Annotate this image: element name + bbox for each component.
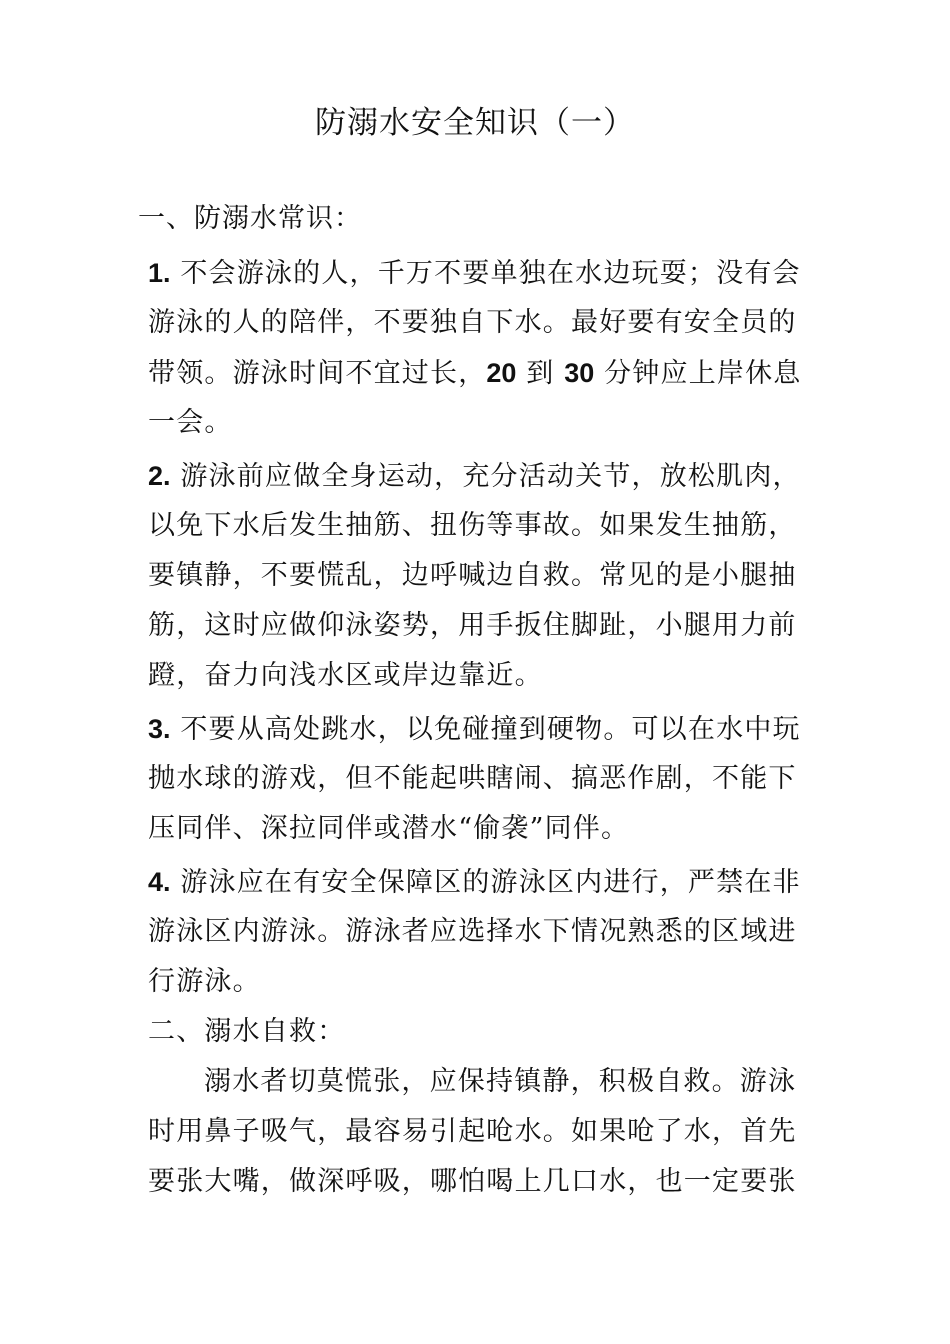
item-number-3: 3. [148, 714, 171, 744]
paragraph-1-text-3b: 到 [526, 358, 555, 389]
item-number-4: 4. [148, 867, 171, 897]
paragraph-1-line-1 [148, 253, 801, 294]
paragraph-5-line-3: 要张大嘴，做深呼吸，哪怕喝上几口水，也一定要张 [148, 1166, 797, 1197]
paragraph-3-text-1: 不要从高处跳水，以免碰撞到硬物。可以在水中玩 [180, 714, 801, 745]
paragraph-2-line-3: 要镇静，不要慌乱，边呼喊边自救。常见的是小腿抽 [148, 560, 797, 591]
paragraph-2-line-1 [148, 456, 801, 497]
paragraph-2-line-2: 以免下水后发生抽筋、扭伤等事故。如果发生抽筋， [148, 510, 797, 541]
paragraph-5-line-1: 溺水者切莫慌张，应保持镇静，积极自救。游泳 [204, 1066, 797, 1097]
item-number-1: 1. [148, 258, 171, 288]
paragraph-2-line-5: 蹬，奋力向浅水区或岸边靠近。 [148, 660, 543, 691]
paragraph-2-line-4: 筋，这时应做仰泳姿势，用手扳住脚趾，小腿用力前 [148, 610, 797, 641]
paragraph-5-line-2: 时用鼻子吸气，最容易引起呛水。如果呛了水，首先 [148, 1116, 797, 1147]
section-heading-1: 一、防溺水常识： [138, 203, 362, 234]
paragraph-4-line-3: 行游泳。 [148, 966, 261, 997]
paragraph-1-text-3a: 带领。游泳时间不宜过长， [148, 358, 487, 389]
paragraph-1-text-1: 不会游泳的人，千万不要单独在水边玩耍；没有会 [180, 258, 801, 289]
paragraph-4-line-2: 游泳区内游泳。游泳者应选择水下情况熟悉的区域进 [148, 916, 797, 947]
paragraph-2-text-1: 游泳前应做全身运动，充分活动关节，放松肌肉， [180, 461, 801, 492]
section-heading-2: 二、溺水自救： [148, 1016, 346, 1047]
paragraph-3-line-1 [148, 709, 801, 750]
paragraph-4-text-1: 游泳应在有安全保障区的游泳区内进行，严禁在非 [180, 867, 801, 898]
paragraph-3-line-3: 压同伴、深拉同伴或潜水“偷袭”同伴。 [148, 813, 630, 844]
paragraph-1-text-3c: 分钟应上岸休息 [604, 358, 802, 389]
paragraph-1-line-4: 一会。 [148, 407, 233, 438]
document-title: 防溺水安全知识（一） [315, 105, 635, 141]
number-30: 30 [564, 358, 595, 388]
paragraph-1-line-2: 游泳的人的陪伴，不要独自下水。最好要有安全员的 [148, 307, 797, 338]
item-number-2: 2. [148, 461, 171, 491]
paragraph-4-line-1 [148, 862, 801, 903]
number-20: 20 [486, 358, 517, 388]
paragraph-3-line-2: 抛水球的游戏，但不能起哄瞎闹、搞恶作剧，不能下 [148, 763, 797, 794]
paragraph-1-line-3 [148, 353, 802, 394]
